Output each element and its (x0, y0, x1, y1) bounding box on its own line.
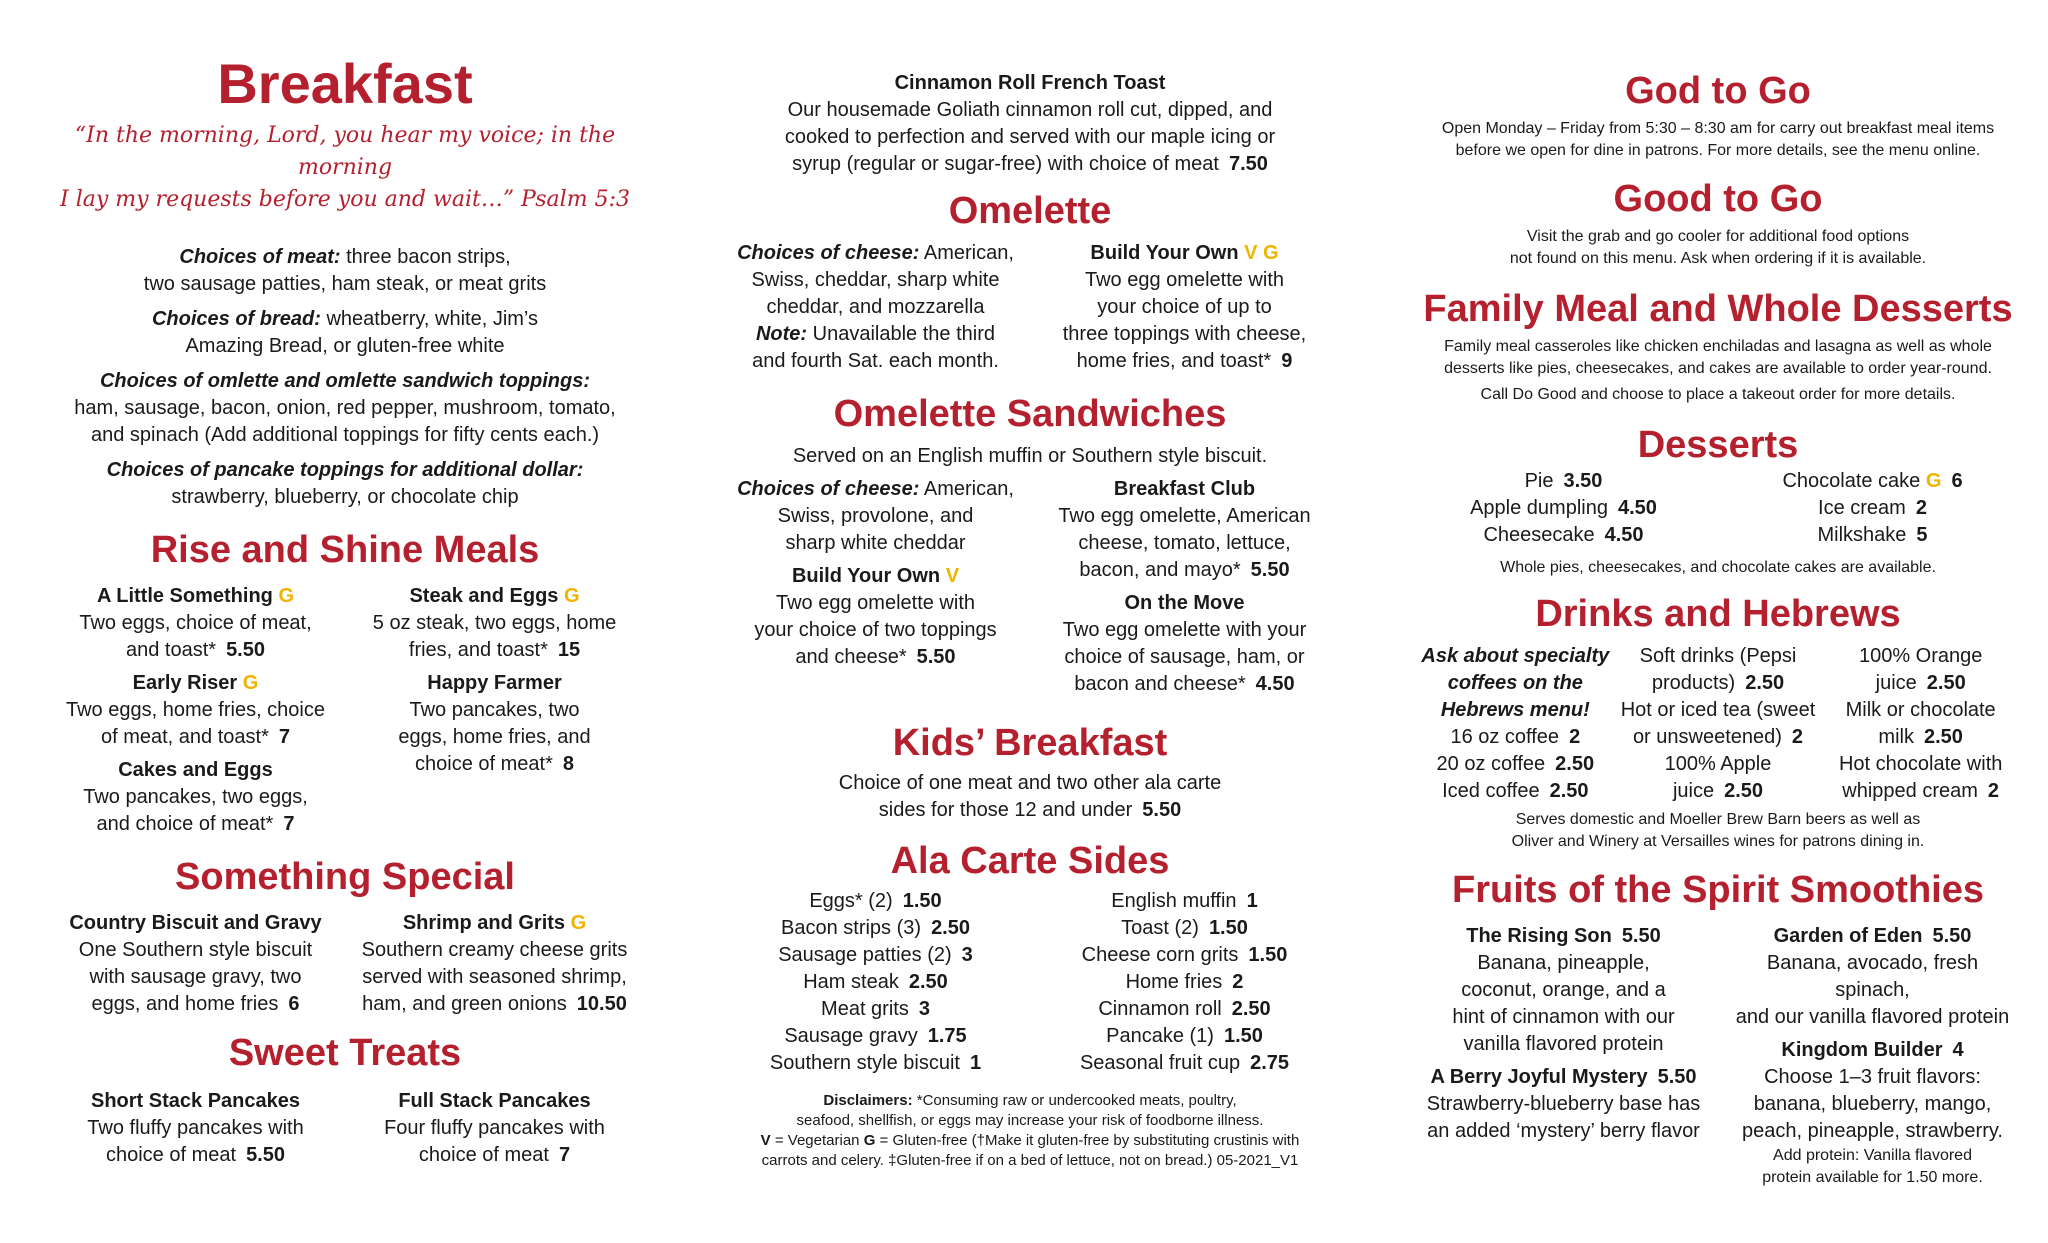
menu-item: A Berry Joyful Mystery 5.50 Strawberry-blueberry base has an added ‘mystery’ berry flavor (1426, 1066, 1701, 1142)
sweet-treats-items (55, 1088, 635, 1175)
dessert-item: Chocolate cake G 6 (1782, 470, 1963, 492)
choices-omelette-toppings: Choices of omlette and omlette sandwich toppings: ham, sausage, bacon, onion, red pepper, mushroom, tomato, and spinach (Add additional toppings for fifty cents each.) (74, 370, 616, 446)
menu-item: A Little Something G Two eggs, choice of meat, and toast* 5.50 (79, 585, 312, 661)
side-item: Seasonal fruit cup 2.75 (1079, 1052, 1290, 1074)
menu-item: Short Stack Pancakes Two fluffy pancakes with choice of meat 5.50 (87, 1090, 304, 1166)
column-middle (730, 0, 1330, 1171)
desserts-note: Whole pies, cheesecakes, and chocolate cakes are available. (1500, 559, 1936, 576)
drink-item: 16 oz coffee 2 (1450, 726, 1581, 748)
something-special-items (55, 910, 635, 1024)
good-to-go-text: Visit the grab and go cooler for additional food options not found on this menu. Ask when ordering if it is available. (1509, 228, 1927, 267)
menu-item: Build Your Own V G Two egg omelette with your choice of up to three toppings with cheese, home fries, and toast* 9 (1062, 242, 1307, 372)
menu-item: On the Move Two egg omelette with your choice of sausage, ham, or bacon and cheese* 4.50 (1062, 592, 1307, 695)
side-item: Southern style biscuit 1 (769, 1052, 982, 1074)
rise-shine-title: Rise and Shine Meals (150, 529, 540, 571)
menu-item: Early Riser G Two eggs, home fries, choice of meat, and toast* 7 (65, 672, 325, 748)
drinks-note: Serves domestic and Moeller Brew Barn beers as well as Oliver and Winery at Versailles wines for patrons dining in. (1511, 811, 1925, 850)
menu-item: Build Your Own V Two egg omelette with your choice of two toppings and cheese* 5.50 (754, 565, 997, 668)
ala-carte-items (730, 888, 1330, 1077)
sandwiches-intro: Served on an English muffin or Southern style biscuit. (792, 445, 1268, 467)
menu-item: Country Biscuit and Gravy One Southern style biscuit with sausage gravy, two eggs, and home fries 6 (69, 912, 322, 1015)
side-item: Meat grits 3 (821, 998, 930, 1020)
family-meal-text: Family meal casseroles like chicken enchiladas and lasagna as well as whole desserts like pies, cheesecakes, and cakes are available to order year-round. Call Do Good and choose to place a takeout order for more details. (1444, 338, 1992, 403)
menu-item: Garden of Eden 5.50 Banana, avocado, fresh spinach, and our vanilla flavored protein (1735, 925, 2010, 1028)
ala-carte-title: Ala Carte Sides (890, 840, 1170, 882)
menu-item: Cakes and Eggs Two pancakes, two eggs, and choice of meat* 7 (83, 759, 308, 835)
psalm-quote-line2: I lay my requests before you and wait…” Psalm 5:3 (60, 187, 630, 212)
drink-item: Iced coffee 2.50 (1442, 780, 1589, 802)
column-left (55, 0, 635, 1175)
choices-meat: Choices of meat: three bacon strips, two sausage patties, ham steak, or meat grits (143, 246, 547, 295)
menu-item: Kingdom Builder 4 Choose 1–3 fruit flavors: banana, blueberry, mango, peach, pineapple, strawberry. Add protein: Vanilla flavored protein available for 1.50 more. (1742, 1039, 2003, 1186)
rise-shine-items (55, 583, 635, 844)
side-item: Cheese corn grits 1.50 (1081, 944, 1288, 966)
omelette-cheese: Choices of cheese: American, Swiss, cheddar, sharp white cheddar, and mozzarella Note: Unavailable the third and fourth Sat. each month. (737, 242, 1014, 372)
breakfast-title: Breakfast (217, 52, 473, 115)
god-to-go-title: God to Go (1625, 70, 1811, 112)
column-right (1418, 0, 2018, 1195)
dessert-item: Milkshake 5 (1817, 524, 1928, 546)
dessert-item: Pie 3.50 (1524, 470, 1603, 492)
sweet-treats-title: Sweet Treats (228, 1032, 462, 1074)
omelette-title: Omelette (948, 190, 1112, 232)
side-item: Bacon strips (3) 2.50 (781, 917, 970, 939)
desserts-items (1418, 468, 2018, 549)
menu-item: Full Stack Pancakes Four fluffy pancakes with choice of meat 7 (384, 1090, 605, 1166)
side-item: Pancake (1) 1.50 (1106, 1025, 1263, 1047)
smoothies-title: Fruits of the Spirit Smoothies (1451, 869, 1985, 911)
choices-pancake-toppings: Choices of pancake toppings for additional dollar: strawberry, blueberry, or chocolate chip (106, 459, 584, 508)
desserts-title: Desserts (1637, 424, 1799, 466)
drink-item: 20 oz coffee 2.50 (1436, 753, 1595, 775)
good-to-go-title: Good to Go (1613, 178, 1823, 220)
omelette-sandwiches-title: Omelette Sandwiches (833, 393, 1227, 435)
side-item: Eggs* (2) 1.50 (809, 890, 942, 912)
side-item: Sausage patties (2) 3 (778, 944, 973, 966)
psalm-quote-line1: “In the morning, Lord, you hear my voice; in the morning (74, 123, 616, 180)
side-item: Toast (2) 1.50 (1121, 917, 1248, 939)
menu-item: Shrimp and Grits G Southern creamy cheese grits served with seasoned shrimp, ham, and green onions 10.50 (361, 912, 628, 1015)
side-item: English muffin 1 (1111, 890, 1258, 912)
drinks-items: Ask about specialty coffees on the Hebrews menu! 16 oz coffee 2 20 oz coffee 2.50 Iced coffee 2.50 Soft drinks (Pepsi products) 2.50 Hot or iced tea (sweet or unsweetened) 2 100% Apple juice 2.50 100% Orange juice 2.50 Milk or chocolate milk 2.50 Hot chocolate with whipped cream 2 (1418, 643, 2018, 805)
side-item: Ham steak 2.50 (803, 971, 948, 993)
smoothies-items (1418, 923, 2018, 1195)
menu-item: The Rising Son 5.50 Banana, pineapple, coconut, orange, and a hint of cinnamon with our vanilla flavored protein (1452, 925, 1675, 1055)
sandwiches-items (730, 476, 1330, 704)
omelette-items (730, 240, 1330, 375)
dessert-item: Apple dumpling 4.50 (1470, 497, 1657, 519)
dessert-item: Ice cream 2 (1818, 497, 1927, 519)
menu-item: Happy Farmer Two pancakes, two eggs, home fries, and choice of meat* 8 (398, 672, 591, 775)
kids-breakfast-title: Kids’ Breakfast (892, 722, 1168, 764)
menu-item: Breakfast Club Two egg omelette, American cheese, tomato, lettuce, bacon, and mayo* 5.50 (1058, 478, 1311, 581)
side-item: Sausage gravy 1.75 (784, 1025, 967, 1047)
choices-bread: Choices of bread: wheatberry, white, Jim’s Amazing Bread, or gluten-free white (151, 308, 539, 357)
menu-item: Steak and Eggs G 5 oz steak, two eggs, home fries, and toast* 15 (372, 585, 617, 661)
french-toast: Cinnamon Roll French Toast Our housemade Goliath cinnamon roll cut, dipped, and cooked to perfection and served with our maple icing or syrup (regular or sugar-free) with choice of meat 7.50 (784, 72, 1276, 175)
sandwich-cheese: Choices of cheese: American, Swiss, provolone, and sharp white cheddar (737, 478, 1014, 554)
kids-breakfast: Choice of one meat and two other ala carte sides for those 12 and under 5.50 (838, 772, 1222, 821)
god-to-go-text: Open Monday – Friday from 5:30 – 8:30 am for carry out breakfast meal items before we open for dine in patrons. For more details, see the menu online. (1441, 120, 1995, 159)
something-special-title: Something Special (175, 856, 515, 898)
family-meal-title: Family Meal and Whole Desserts (1423, 288, 2013, 330)
drinks-title: Drinks and Hebrews (1535, 593, 1901, 635)
side-item: Cinnamon roll 2.50 (1098, 998, 1271, 1020)
disclaimers: Disclaimers: *Consuming raw or undercooked meats, poultry, seafood, shellfish, or eggs may increase your risk of foodborne illness. V = Vegetarian G = Gluten-free (†Make it gluten-free by substituting crustinis with carrots and celery. ‡Gluten-free if on a bed of lettuce, not on bread.) 05-2021_V1 (760, 1092, 1300, 1169)
dessert-item: Cheesecake 4.50 (1483, 524, 1644, 546)
side-item: Home fries 2 (1125, 971, 1244, 993)
